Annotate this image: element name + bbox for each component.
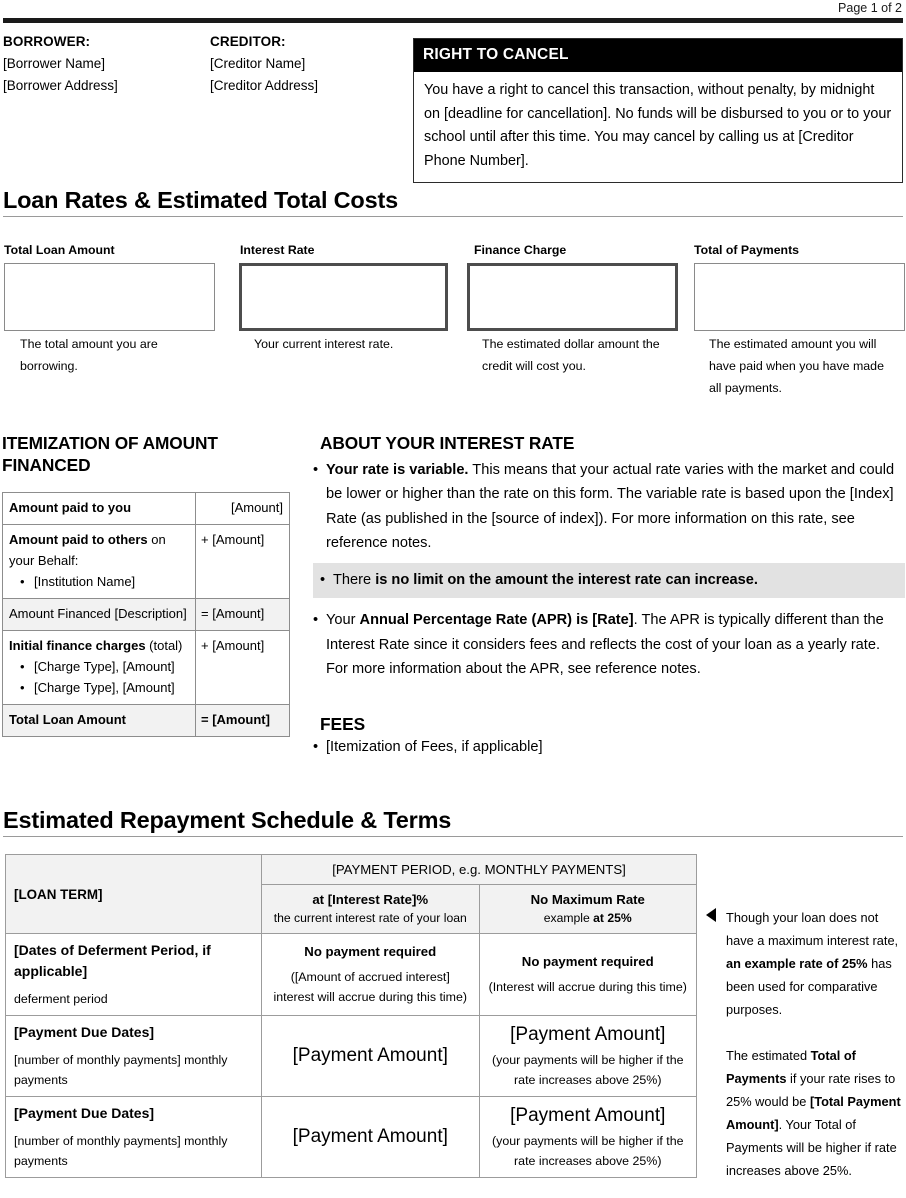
repayment-current-rate-value: [Payment Amount] bbox=[292, 1126, 448, 1147]
repayment-max-rate-value-cell bbox=[479, 1097, 697, 1178]
summary-box-label-3: Finance Charge bbox=[474, 243, 567, 257]
repayment-row-label-main: [Dates of Deferment Period, if applicable] bbox=[14, 942, 211, 979]
itemization-amount-cell: = [Amount] bbox=[196, 599, 290, 631]
right-to-cancel-body: You have a right to cancel this transaction, without penalty, by midnight on [deadline for cancellation]. No funds will be disbursed to you or to your school until after this time. You may cancel by calling us at [Creditor Phone Number]. bbox=[424, 82, 892, 169]
itemization-label-rest: on your Behalf: bbox=[9, 532, 166, 568]
itemization-label-rest: (total) bbox=[145, 638, 183, 653]
repayment-current-rate-header-main: at [Interest Rate]% bbox=[312, 892, 429, 907]
repayment-loan-term-header bbox=[6, 855, 262, 934]
interest-bullet-no-limit-lead: There bbox=[333, 572, 376, 589]
repayment-payment-period-header: [PAYMENT PERIOD, e.g. MONTHLY PAYMENTS] bbox=[262, 855, 697, 885]
side-note-paragraph-1 bbox=[726, 906, 904, 1021]
summary-box-label-2: Interest Rate bbox=[240, 243, 315, 257]
summary-box-caption-1: The total amount you are borrowing. bbox=[20, 337, 158, 373]
summary-box-label-1: Total Loan Amount bbox=[4, 243, 115, 257]
repayment-row-label-main: [Payment Due Dates] bbox=[14, 1105, 155, 1121]
repayment-max-rate-value: [Payment Amount] bbox=[510, 1024, 666, 1045]
repayment-current-rate-value-cell bbox=[262, 1097, 480, 1178]
itemization-amount-cell: + [Amount] bbox=[196, 631, 290, 705]
itemization-label-cell bbox=[3, 493, 196, 525]
repayment-row bbox=[6, 934, 697, 1016]
creditor-name: [Creditor Name] bbox=[210, 56, 306, 71]
itemization-bullet-item: • [Charge Type], [Amount] bbox=[22, 677, 189, 698]
repayment-current-rate-value: [Payment Amount] bbox=[292, 1045, 448, 1066]
repayment-max-rate-note: (Interest will accrue during this time) bbox=[488, 980, 687, 994]
repayment-row-label-cell bbox=[6, 1097, 262, 1178]
side-note-p2-c: . Your Total of Payments will be higher if rate increases above 25%. bbox=[726, 1117, 897, 1178]
side-note-p1-b: has been used for comparative purposes. bbox=[726, 956, 892, 1017]
repayment-rule bbox=[3, 836, 903, 837]
summary-box-label-4: Total of Payments bbox=[694, 243, 799, 257]
side-note-gap bbox=[726, 1021, 904, 1044]
repayment-row bbox=[6, 1016, 697, 1097]
side-note-p2-bold-2: [Total Payment Amount] bbox=[726, 1094, 901, 1132]
loan-rates-section-header bbox=[3, 186, 903, 217]
repayment-header-row-1 bbox=[6, 855, 697, 885]
repayment-current-rate-note: ([Amount of accrued interest] interest will accrue during this time) bbox=[273, 970, 467, 1004]
repayment-max-rate-note: (your payments will be higher if the rate increases above 25%) bbox=[492, 1134, 684, 1168]
itemization-heading: ITEMIZATION OF AMOUNT FINANCED bbox=[2, 433, 218, 475]
side-note-p1-bold: an example rate of 25% bbox=[726, 956, 868, 971]
repayment-side-note bbox=[726, 906, 904, 1182]
interest-bullet-no-limit-bold: is no limit on the amount the interest rate can increase. bbox=[375, 572, 758, 589]
creditor-address: [Creditor Address] bbox=[210, 78, 319, 93]
repayment-loan-term-label: [LOAN TERM] bbox=[14, 886, 103, 902]
itemization-row bbox=[3, 631, 290, 705]
repayment-max-rate-header-sub-lead: example bbox=[543, 911, 594, 925]
itemization-amount-cell: = [Amount] bbox=[196, 705, 290, 737]
interest-no-limit-highlight bbox=[313, 563, 905, 598]
side-note-p2-bold-1: Total of Payments bbox=[726, 1048, 856, 1086]
loan-rates-heading: Loan Rates & Estimated Total Costs bbox=[3, 187, 398, 213]
summary-box-caption-4: The estimated amount you will have paid when you have made all payments. bbox=[709, 337, 884, 395]
borrower-label: BORROWER: bbox=[3, 34, 91, 49]
borrower-block bbox=[3, 31, 118, 97]
repayment-current-rate-value: No payment required bbox=[304, 944, 437, 959]
itemization-label-bold: Total Loan Amount bbox=[9, 712, 126, 727]
itemization-bullet-item: • [Charge Type], [Amount] bbox=[22, 656, 189, 677]
itemization-row bbox=[3, 705, 290, 737]
loan-rates-rule bbox=[3, 216, 903, 217]
header-rule bbox=[3, 18, 903, 23]
side-note-p2-b: if your rate rises to 25% would be bbox=[726, 1071, 896, 1109]
summary-box-value-4[interactable] bbox=[694, 263, 905, 331]
summary-box-value-3[interactable] bbox=[467, 263, 678, 331]
repayment-row-label-sub: [number of monthly payments] monthly payments bbox=[14, 1053, 228, 1087]
repayment-max-rate-header-sub-bold: at 25% bbox=[593, 911, 632, 925]
summary-box-value-1[interactable] bbox=[4, 263, 215, 331]
repayment-current-rate-value-cell bbox=[262, 1016, 480, 1097]
repayment-max-rate-header-sub bbox=[487, 909, 690, 928]
fees-heading: FEES bbox=[320, 714, 366, 734]
itemization-amount-cell: [Amount] bbox=[196, 493, 290, 525]
repayment-row-label-main: [Payment Due Dates] bbox=[14, 1024, 155, 1040]
interest-bullet-apr bbox=[313, 608, 905, 681]
repayment-heading: Estimated Repayment Schedule & Terms bbox=[3, 807, 452, 833]
interest-bullet-variable-rate-text: This means that your actual rate varies with the market and could be lower or higher than the rate on this form. The variable rate is based upon the [Index] Rate (as published in the [source of index]). For more information on this rate, see reference notes. bbox=[326, 462, 895, 551]
repayment-max-rate-value: [Payment Amount] bbox=[510, 1105, 666, 1126]
itemization-row bbox=[3, 493, 290, 525]
repayment-max-rate-value-cell bbox=[479, 1016, 697, 1097]
repayment-max-rate-note: (your payments will be higher if the rate increases above 25%) bbox=[492, 1053, 684, 1087]
interest-bullet-apr-text: . The APR is typically different than the Interest Rate since it considers fees and reflects the cost of your loan as a yearly rate. For more information about the APR, see reference notes. bbox=[326, 612, 884, 678]
interest-bullet-apr-bold: Annual Percentage Rate (APR) is [Rate] bbox=[359, 612, 634, 629]
itemization-label-cell bbox=[3, 525, 196, 599]
borrower-name: [Borrower Name] bbox=[3, 56, 106, 71]
repayment-row bbox=[6, 1097, 697, 1178]
repayment-max-rate-header-main: No Maximum Rate bbox=[530, 892, 645, 907]
interest-bullet-variable-rate bbox=[313, 458, 905, 555]
itemization-label-bold: Amount paid to others bbox=[9, 532, 148, 547]
repayment-current-rate-value-cell bbox=[262, 934, 480, 1016]
itemization-table bbox=[2, 492, 290, 737]
creditor-block bbox=[210, 31, 318, 97]
creditor-label: CREDITOR: bbox=[210, 34, 286, 49]
borrower-address: [Borrower Address] bbox=[3, 78, 118, 93]
right-to-cancel-box bbox=[413, 38, 903, 183]
itemization-bullet-list bbox=[9, 571, 189, 592]
itemization-label-cell bbox=[3, 705, 196, 737]
page-number: Page 1 of 2 bbox=[838, 1, 902, 15]
repayment-section-header bbox=[3, 806, 903, 837]
interest-bullet-variable-rate-bold: Your rate is variable. bbox=[326, 462, 469, 478]
repayment-max-rate-header bbox=[479, 885, 697, 934]
right-to-cancel-title: RIGHT TO CANCEL bbox=[414, 39, 902, 72]
itemization-amount-cell: + [Amount] bbox=[196, 525, 290, 599]
itemization-label-rest: Amount Financed [Description] bbox=[9, 606, 187, 621]
itemization-bullet-list bbox=[9, 656, 189, 698]
repayment-current-rate-header bbox=[262, 885, 480, 934]
itemization-bullet-item: • [Institution Name] bbox=[22, 571, 189, 592]
summary-box-value-2[interactable] bbox=[239, 263, 448, 331]
repayment-max-rate-value-cell bbox=[479, 934, 697, 1016]
fees-item: • [Itemization of Fees, if applicable] bbox=[313, 736, 906, 759]
left-arrow-icon bbox=[706, 908, 716, 922]
repayment-row-label-cell bbox=[6, 1016, 262, 1097]
itemization-row bbox=[3, 525, 290, 599]
interest-bullet-no-limit bbox=[313, 568, 905, 592]
about-interest-rate-heading: ABOUT YOUR INTEREST RATE bbox=[320, 433, 575, 453]
repayment-row-label-sub: deferment period bbox=[14, 992, 108, 1006]
summary-box-caption-2: Your current interest rate. bbox=[254, 337, 394, 351]
repayment-row-label-cell bbox=[6, 934, 262, 1016]
interest-bullet-apr-lead: Your bbox=[326, 612, 360, 629]
side-note-p1-a: Though your loan does not have a maximum interest rate, bbox=[726, 910, 899, 948]
itemization-label-cell bbox=[3, 631, 196, 705]
repayment-row-label-sub: [number of monthly payments] monthly payments bbox=[14, 1134, 228, 1168]
repayment-current-rate-header-sub: the current interest rate of your loan bbox=[273, 911, 467, 925]
itemization-label-cell bbox=[3, 599, 196, 631]
side-note-p2-a: The estimated bbox=[726, 1048, 811, 1063]
about-interest-rate-bullets bbox=[313, 458, 905, 681]
itemization-label-bold: Amount paid to you bbox=[9, 500, 132, 515]
repayment-table bbox=[5, 854, 697, 1178]
side-note-paragraph-2 bbox=[726, 1044, 904, 1182]
repayment-max-rate-value: No payment required bbox=[521, 954, 654, 969]
summary-box-caption-3: The estimated dollar amount the credit will cost you. bbox=[482, 337, 660, 373]
itemization-label-bold: Initial finance charges bbox=[9, 638, 146, 653]
itemization-row bbox=[3, 599, 290, 631]
